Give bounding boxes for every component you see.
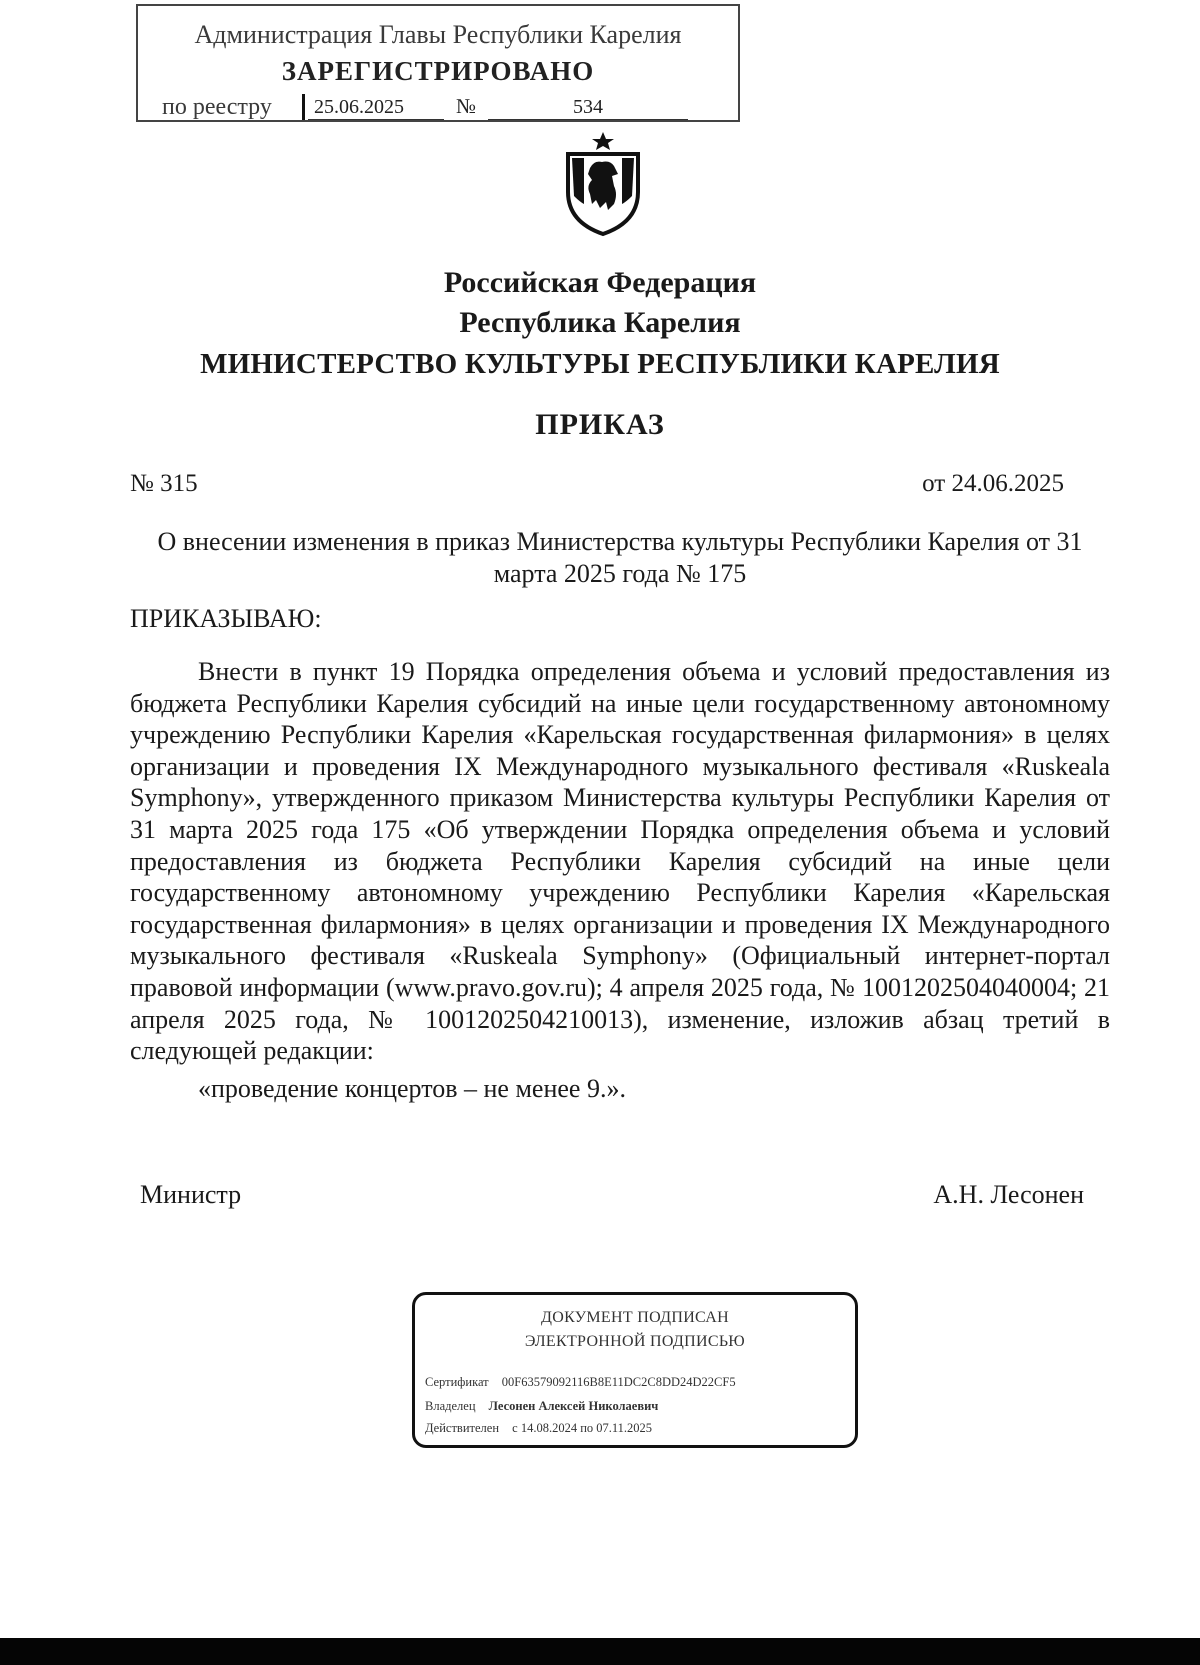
esign-owner-value: Лесонен Алексей Николаевич bbox=[488, 1399, 659, 1413]
esign-owner-label: Владелец bbox=[425, 1399, 476, 1413]
registration-number-label: № bbox=[456, 94, 477, 118]
esign-certificate-label: Сертификат bbox=[425, 1375, 489, 1389]
esign-validity-row bbox=[425, 1421, 652, 1436]
decree-word: ПРИКАЗЫВАЮ: bbox=[130, 604, 322, 633]
registration-stamp bbox=[136, 4, 740, 122]
registration-stamp-authority: Администрация Главы Республики Карелия bbox=[194, 20, 682, 49]
header-ministry: МИНИСТЕРСТВО КУЛЬТУРЫ РЕСПУБЛИКИ КАРЕЛИЯ bbox=[200, 348, 1000, 380]
order-date: от 24.06.2025 bbox=[922, 470, 1064, 497]
document-type-title: ПРИКАЗ bbox=[535, 408, 665, 441]
signer-role: Министр bbox=[140, 1180, 242, 1209]
order-number: № 315 bbox=[130, 470, 198, 497]
esign-validity-label: Действителен bbox=[425, 1421, 500, 1435]
signer-name: А.Н. Лесонен bbox=[933, 1180, 1084, 1209]
registration-number: 534 bbox=[488, 96, 688, 120]
body-quote: «проведение концертов – не менее 9.». bbox=[198, 1074, 626, 1103]
esign-certificate-value: 00F63579092116B8E11DC2C8DD24D22CF5 bbox=[501, 1375, 736, 1389]
registration-stamp-divider bbox=[302, 94, 305, 120]
header-country: Российская Федерация bbox=[443, 266, 757, 299]
esign-title-line1: ДОКУМЕНТ ПОДПИСАН bbox=[541, 1309, 729, 1326]
coat-of-arms-icon bbox=[560, 130, 646, 238]
registration-stamp-registry-label: по реестру bbox=[162, 94, 272, 120]
registration-date: 25.06.2025 bbox=[308, 96, 444, 120]
header-republic: Республика Карелия bbox=[459, 306, 741, 339]
esign-certificate-row bbox=[425, 1375, 736, 1390]
electronic-signature-stamp bbox=[412, 1292, 858, 1448]
esign-owner-row bbox=[425, 1399, 658, 1414]
body-paragraph: Внести в пункт 19 Порядка определения объема и условий предоставления из бюджета Республики Карелия субсидий на иные цели государственному автономному учреждению Республики Карелия «Карельская государственная филармония» в целях организации и проведения IX Международного музыкального фестиваля «Ruskeala Symphony», утвержденного приказом Министерства культуры Республики Карелия от 31 марта 2025 года 175 «Об утверждении Порядка определения объема и условий предоставления из бюджета Республики Карелия субсидий на иные цели государственному автономному учреждению Республики Карелия «Карельская государственная филармония» в целях организации и проведения IX Международного музыкального фестиваля «Ruskeala Symphony» (Официальный интернет-портал правовой информации (www.pravo.gov.ru); 4 апреля 2025 года, № 1001202504040004; 21 апреля 2025 года, № 1001202504210013), изменение, изложив абзац третий в следующей редакции: bbox=[130, 657, 1110, 1066]
order-subject: О внесении изменения в приказ Министерства культуры Республики Карелия от 31 марта 2025 года № 175 bbox=[157, 527, 1083, 588]
registration-stamp-status: ЗАРЕГИСТРИРОВАНО bbox=[281, 56, 595, 86]
esign-validity-value: с 14.08.2024 по 07.11.2025 bbox=[512, 1421, 653, 1435]
scan-bottom-border bbox=[0, 1638, 1200, 1665]
esign-title-line2: ЭЛЕКТРОННОЙ ПОДПИСЬЮ bbox=[524, 1333, 746, 1350]
